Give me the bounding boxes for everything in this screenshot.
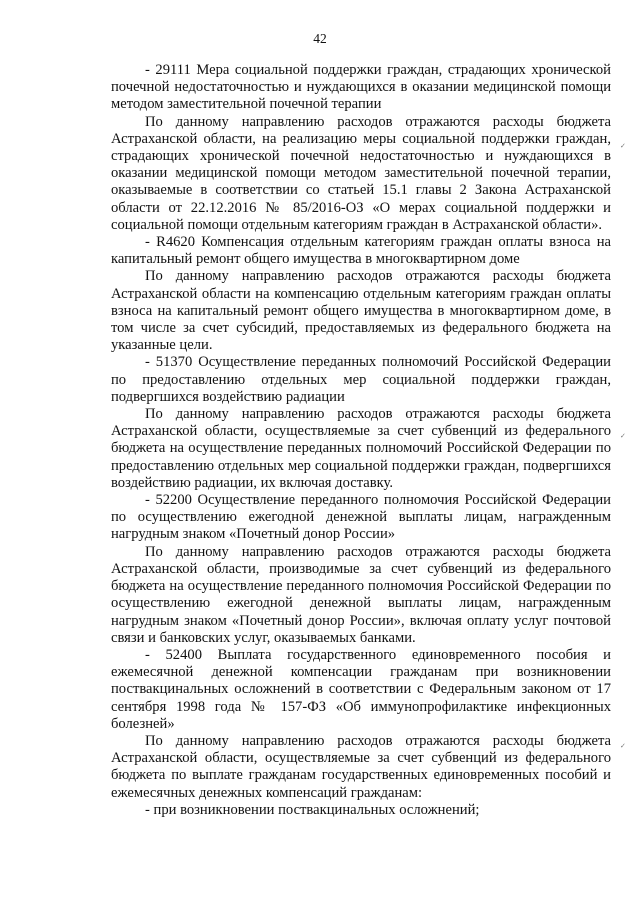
paragraph-r4620-heading: - R4620 Компенсация отдельным категориям граждан оплаты взноса на капитальный ремонт общего имущества в многоквартирном доме (111, 234, 611, 268)
paragraph-51370-heading: - 51370 Осуществление переданных полномочий Российской Федерации по предоставлению отдельных мер социальной поддержки граждан, подвергшихся воздействию радиации (111, 354, 611, 405)
paragraph-52200-description: По данному направлению расходов отражаются расходы бюджета Астраханской области, производимые за счет субвенций из федерального бюджета на осуществление переданного полномочия Российской Федерации по осуществлению ежегодной денежной выплаты лицам, награжденным нагрудным знаком «Почетный донор России», включая оплату услуг почтовой связи и банковских услуг, оказываемых банками. (111, 543, 611, 646)
page-number: 42 (313, 31, 327, 46)
paragraph-r4620-description: По данному направлению расходов отражаются расходы бюджета Астраханской области на компенсацию отдельным категориям граждан оплаты взноса на капитальный ремонт общего имущества в многоквартирном доме, в том числе за счет субсидий, предоставляемых из федерального бюджета на указанные цели. (111, 268, 611, 354)
paragraph-52400-heading: - 52400 Выплата государственного единовременного пособия и ежемесячной денежной компенсации гражданам при возникновении поствакцинальных осложнений в соответствии с Федеральным законом от 17 сентября 1998 года № 157-ФЗ «Об иммунопрофилактике инфекционных болезней» (111, 646, 611, 732)
scan-mark: ✓ (620, 742, 626, 750)
scan-mark: ✓ (620, 142, 626, 150)
paragraph-list-item: - при возникновении поствакцинальных осложнений; (145, 801, 480, 818)
document-body (111, 62, 611, 819)
paragraph-52400-description: По данному направлению расходов отражаются расходы бюджета Астраханской области, осуществляемые за счет субвенций из федерального бюджета по выплате гражданам государственных единовременных пособий и ежемесячных денежных компенсаций гражданам: (111, 732, 611, 801)
paragraph-51370-description: По данному направлению расходов отражаются расходы бюджета Астраханской области, осуществляемые за счет субвенций из федерального бюджета на осуществление переданных полномочий Российской Федерации по предоставлению отдельных мер социальной поддержки граждан, подвергшихся воздействию радиации, их включая доставку. (111, 406, 611, 491)
scan-mark: ✓ (620, 432, 626, 440)
paragraph-29111-description: По данному направлению расходов отражаются расходы бюджета Астраханской области, на реализацию меры социальной поддержки граждан, страдающих хронической почечной недостаточностью и нуждающихся в оказании медицинской помощи методом заместительной почечной терапии, оказываемые в соответствии со статьей 15.1 главы 2 Закона Астраханской области от 22.12.2016 № 85/2016-ОЗ «О мерах социальной поддержки и социальной помощи отдельным категориям граждан в Астраханской области». (111, 113, 611, 233)
paragraph-29111-heading: - 29111 Мера социальной поддержки граждан, страдающих хронической почечной недостаточностью и нуждающихся в оказании медицинской помощи методом заместительной почечной терапии (111, 62, 611, 113)
paragraph-52200-heading: - 52200 Осуществление переданного полномочия Российской Федерации по осуществлению ежегодной денежной выплаты лицам, награжденным нагрудным знаком «Почетный донор России» (111, 492, 611, 543)
